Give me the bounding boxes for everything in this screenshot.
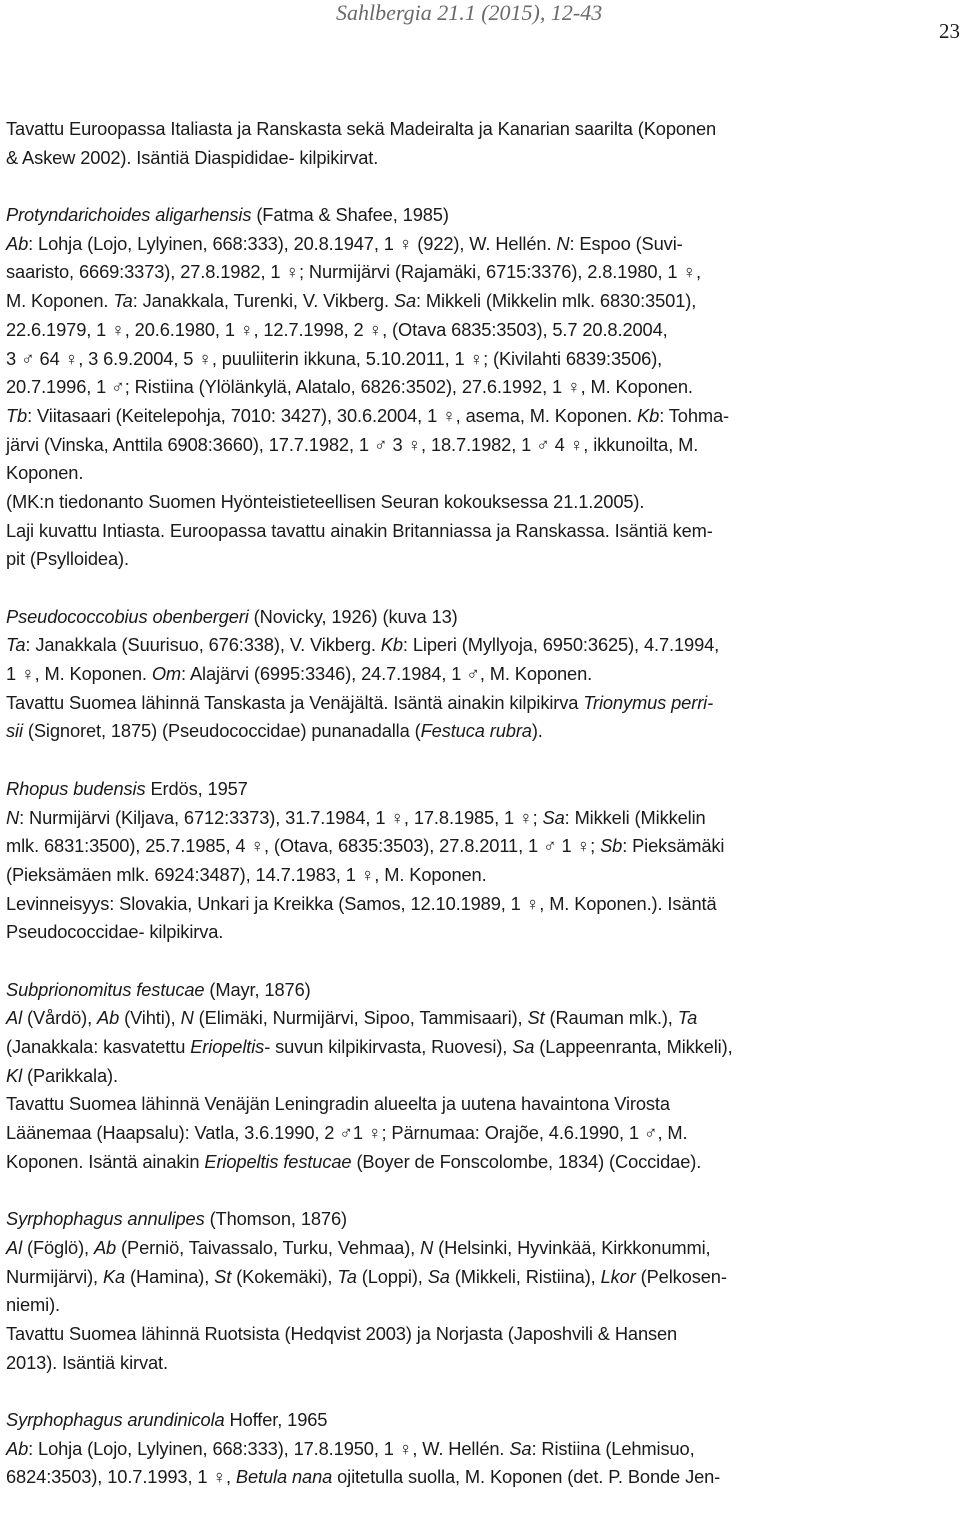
italic-text: Sa	[509, 1437, 532, 1459]
italic-text: Ka	[102, 1265, 126, 1287]
italic-text: Pseudococcobius obenbergeri	[6, 605, 249, 627]
text-run: (Föglö),	[22, 1236, 94, 1258]
running-head: Sahlbergia 21.1 (2015), 12-43	[336, 0, 603, 25]
text-run: M. Koponen.	[6, 290, 114, 312]
italic-text: Ab	[93, 1236, 117, 1258]
text-line	[6, 660, 956, 689]
italic-text: Betula nana	[235, 1466, 333, 1488]
page-number: 23	[939, 19, 960, 43]
italic-text: Syrphophagus arundinicola	[6, 1408, 225, 1430]
text-line	[6, 373, 956, 402]
italic-text: Eriopeltis festucae	[204, 1150, 352, 1172]
text-line	[6, 832, 956, 861]
text-line	[6, 804, 956, 833]
text-line	[6, 1234, 956, 1263]
text-run: : Liperi (Myllyoja, 6950:3625), 4.7.1994,	[402, 634, 720, 656]
text-run: (Pieksämäen mlk. 6924:3487), 14.7.1983, 1 ♀, M. Koponen.	[6, 863, 487, 885]
italic-text: N	[180, 1007, 194, 1029]
text-line	[6, 258, 956, 287]
italic-text: Ta	[677, 1007, 698, 1029]
text-line	[6, 517, 956, 546]
section-subprionomitus	[6, 976, 956, 1177]
italic-text: Al	[6, 1236, 23, 1258]
text-run: Hoffer, 1965	[224, 1408, 328, 1430]
text-line	[6, 717, 956, 746]
text-run: (Thomson, 1876)	[204, 1208, 347, 1230]
text-line	[6, 1090, 956, 1119]
text-run: (Rauman mlk.),	[544, 1007, 678, 1029]
italic-text: Ta	[113, 290, 133, 312]
text-line	[6, 316, 956, 345]
text-line	[6, 1435, 956, 1464]
text-run: Pseudococcidae- kilpikirva.	[6, 921, 224, 943]
text-run: 1 ♀, M. Koponen.	[6, 663, 152, 685]
text-run: saaristo, 6669:3373), 27.8.1982, 1 ♀; Nurmijärvi (Rajamäki, 6715:3376), 2.8.1980, 1 ♀,	[6, 261, 701, 283]
text-line	[6, 775, 956, 804]
italic-text: Ab	[6, 1437, 29, 1459]
text-run: ).	[531, 720, 543, 742]
text-run: (Hamina),	[125, 1265, 215, 1287]
text-run: 20.7.1996, 1 ♂; Ristiina (Ylölänkylä, Alatalo, 6826:3502), 27.6.1992, 1 ♀, M. Koponen.	[6, 376, 693, 398]
paragraph-gap	[6, 746, 956, 775]
text-line	[6, 689, 956, 718]
paragraph-gap	[6, 172, 956, 201]
italic-text: Sb	[600, 835, 623, 857]
text-line	[6, 1291, 956, 1320]
italic-text: Sa	[542, 806, 565, 828]
text-run: mlk. 6831:3500), 25.7.1985, 4 ♀, (Otava, 6835:3503), 27.8.2011, 1 ♂ 1 ♀;	[6, 835, 601, 857]
italic-text: N	[6, 806, 20, 828]
italic-text: Ab	[97, 1007, 120, 1029]
italic-text: Festuca rubra	[420, 720, 532, 742]
text-line	[6, 545, 956, 574]
text-run: (MK:n tiedonanto Suomen Hyönteistieteellisen Seuran kokouksessa 21.1.2005).	[6, 490, 645, 512]
italic-text: sii	[6, 720, 23, 742]
text-line	[6, 115, 956, 144]
section-pseudococcobius	[6, 603, 956, 746]
text-run: 2013). Isäntiä kirvat.	[6, 1351, 168, 1373]
text-line	[6, 488, 956, 517]
text-line	[6, 431, 956, 460]
italic-text: Tb	[6, 404, 28, 426]
text-run: : Tohma-	[659, 404, 730, 426]
italic-text: N	[556, 232, 570, 254]
text-line	[6, 1349, 956, 1378]
text-line	[6, 1119, 956, 1148]
text-line	[6, 1148, 956, 1177]
text-run: (Janakkala: kasvatettu	[6, 1036, 191, 1057]
text-line	[6, 144, 956, 173]
text-run: 6824:3503), 10.7.1993, 1 ♀,	[6, 1466, 236, 1488]
text-run: : Lohja (Lojo, Lylyinen, 668:333), 20.8.1947, 1 ♀ (922), W. Hellén.	[28, 232, 557, 254]
text-run: (Perniö, Taivassalo, Turku, Vehmaa),	[116, 1236, 421, 1258]
article-body	[6, 115, 956, 1492]
italic-text: Sa	[512, 1036, 535, 1057]
italic-text: Subprionomitus festucae	[6, 978, 205, 1000]
text-line	[6, 1263, 956, 1292]
paragraph-gap	[6, 1176, 956, 1205]
text-run: & Askew 2002). Isäntiä Diaspididae- kilpikirvat.	[6, 146, 379, 168]
text-run: (Kokemäki),	[231, 1265, 338, 1287]
italic-text: Syrphophagus annulipes	[6, 1208, 205, 1230]
italic-text: Kl	[6, 1064, 23, 1086]
text-run: Levinneisyys: Slovakia, Unkari ja Kreikka (Samos, 12.10.1989, 1 ♀, M. Koponen.). Isäntä	[6, 892, 717, 914]
text-line	[6, 976, 956, 1005]
text-run: 22.6.1979, 1 ♀, 20.6.1980, 1 ♀, 12.7.1998, 2 ♀, (Otava 6835:3503), 5.7 20.8.2004,	[6, 318, 668, 340]
section-syrphophagus-annulipes	[6, 1205, 956, 1377]
text-line	[6, 1205, 956, 1234]
text-run: Tavattu Suomea lähinnä Tanskasta ja Venäjältä. Isäntä ainakin kilpikirva	[6, 691, 584, 713]
italic-text: Rhopus budensis	[6, 777, 146, 799]
text-run: (Mikkeli, Ristiina),	[449, 1265, 601, 1287]
text-run: (Signoret, 1875) (Pseudococcidae) punanadalla (	[22, 720, 421, 742]
text-run: (Vihti),	[119, 1007, 181, 1029]
text-line	[6, 1406, 956, 1435]
italic-text: St	[214, 1265, 232, 1287]
text-line	[6, 918, 956, 947]
text-run: : Janakkala, Turenki, V. Vikberg.	[132, 290, 394, 312]
text-run: (Lappeenranta, Mikkeli),	[534, 1036, 733, 1057]
paragraph-gap	[6, 1377, 956, 1406]
italic-text: Om	[151, 663, 182, 685]
text-run: : Pieksämäki	[622, 835, 725, 857]
text-run: pit (Psylloidea).	[6, 548, 129, 570]
italic-text: Sa	[427, 1265, 450, 1287]
italic-text: N	[420, 1236, 434, 1258]
text-run: (Helsinki, Hyvinkää, Kirkkonummi,	[433, 1236, 711, 1258]
text-run: (Mayr, 1876)	[204, 978, 311, 1000]
text-line	[6, 1033, 956, 1062]
text-run: Erdös, 1957	[145, 777, 248, 799]
text-run: Läänemaa (Haapsalu): Vatla, 3.6.1990, 2 ♂1 ♀; Pärnumaa: Orajõe, 4.6.1990, 1 ♂, M.	[6, 1122, 688, 1144]
paragraph-gap	[6, 574, 956, 603]
paragraph-gap	[6, 947, 956, 976]
text-run: 3 ♂ 64 ♀, 3 6.9.2004, 5 ♀, puuliiterin ikkuna, 5.10.2011, 1 ♀; (Kivilahti 6839:3506),	[6, 347, 663, 369]
text-line	[6, 287, 956, 316]
text-run: Tavattu Suomea lähinnä Venäjän Leningradin alueelta ja uutena havaintona Virosta	[6, 1093, 670, 1115]
italic-text: Trionymus perri-	[583, 691, 714, 713]
text-run: : Mikkeli (Mikkelin	[564, 806, 706, 828]
text-run: Tavattu Suomea lähinnä Ruotsista (Hedqvist 2003) ja Norjasta (Japoshvili & Hansen	[6, 1322, 678, 1344]
section-syrphophagus-arundinicola	[6, 1406, 956, 1492]
italic-text: Protyndarichoides aligarhensis	[6, 204, 252, 226]
text-run: : Nurmijärvi (Kiljava, 6712:3373), 31.7.1984, 1 ♀, 17.8.1985, 1 ♀;	[19, 806, 543, 828]
text-run: : Viitasaari (Keitelepohja, 7010: 3427), 30.6.2004, 1 ♀, asema, M. Koponen.	[27, 404, 638, 426]
italic-text: Lkor	[600, 1265, 636, 1287]
text-run: Laji kuvattu Intiasta. Euroopassa tavattu ainakin Britanniassa ja Ranskassa. Isäntiä kem-	[6, 519, 713, 541]
text-line	[6, 890, 956, 919]
text-run: (Vårdö),	[22, 1007, 98, 1029]
text-run: - suvun kilpikirvasta, Ruovesi),	[264, 1036, 513, 1057]
italic-text: Eriopeltis	[190, 1036, 265, 1057]
italic-text: St	[527, 1007, 545, 1029]
text-line	[6, 201, 956, 230]
text-run: : Alajärvi (6995:3346), 24.7.1984, 1 ♂, M. Koponen.	[181, 663, 593, 685]
section-rhopus	[6, 775, 956, 947]
text-run: Nurmijärvi),	[6, 1265, 103, 1287]
text-run: niemi).	[6, 1294, 61, 1316]
text-run: ojitetulla suolla, M. Koponen (det. P. Bonde Jen-	[332, 1466, 721, 1488]
text-line	[6, 230, 956, 259]
italic-text: Kb	[380, 634, 403, 656]
italic-text: Al	[6, 1007, 23, 1029]
text-run: : Espoo (Suvi-	[569, 232, 683, 254]
text-run: (Fatma & Shafee, 1985)	[251, 204, 449, 226]
text-run: (Parikkala).	[22, 1064, 118, 1086]
text-run: : Lohja (Lojo, Lylyinen, 668:333), 17.8.1950, 1 ♀, W. Hellén.	[28, 1437, 510, 1459]
italic-text: Ab	[6, 232, 29, 254]
text-run: järvi (Vinska, Anttila 6908:3660), 17.7.1982, 1 ♂ 3 ♀, 18.7.1982, 1 ♂ 4 ♀, ikkunoilta, M.	[6, 433, 699, 455]
text-line	[6, 1463, 956, 1492]
text-run: (Loppi),	[356, 1265, 428, 1287]
text-run: (Novicky, 1926) (kuva 13)	[248, 605, 458, 627]
text-run: Tavattu Euroopassa Italiasta ja Ranskasta sekä Madeiralta ja Kanarian saarilta (Koponen	[6, 118, 717, 139]
text-line	[6, 459, 956, 488]
italic-text: Kb	[637, 404, 660, 426]
text-line	[6, 603, 956, 632]
text-run: : Ristiina (Lehmisuo,	[531, 1437, 695, 1459]
text-line	[6, 1320, 956, 1349]
text-run: (Boyer de Fonscolombe, 1834) (Coccidae).	[351, 1150, 702, 1172]
text-run: Koponen.	[6, 462, 84, 484]
text-line	[6, 402, 956, 431]
italic-text: Sa	[393, 290, 417, 312]
text-line	[6, 1062, 956, 1091]
text-line	[6, 631, 956, 660]
text-run: : Mikkeli (Mikkelin mlk. 6830:3501),	[416, 290, 697, 312]
section-intro	[6, 115, 956, 172]
text-line	[6, 345, 956, 374]
text-run: : Janakkala (Suurisuo, 676:338), V. Vikberg.	[25, 634, 381, 656]
text-run: (Elimäki, Nurmijärvi, Sipoo, Tammisaari),	[193, 1007, 528, 1029]
section-protyndarichoides	[6, 201, 956, 574]
text-line	[6, 1004, 956, 1033]
text-run: Koponen. Isäntä ainakin	[6, 1150, 205, 1172]
italic-text: Ta	[337, 1265, 357, 1287]
text-line	[6, 861, 956, 890]
italic-text: Ta	[6, 634, 26, 656]
text-run: (Pelkosen-	[635, 1265, 727, 1287]
